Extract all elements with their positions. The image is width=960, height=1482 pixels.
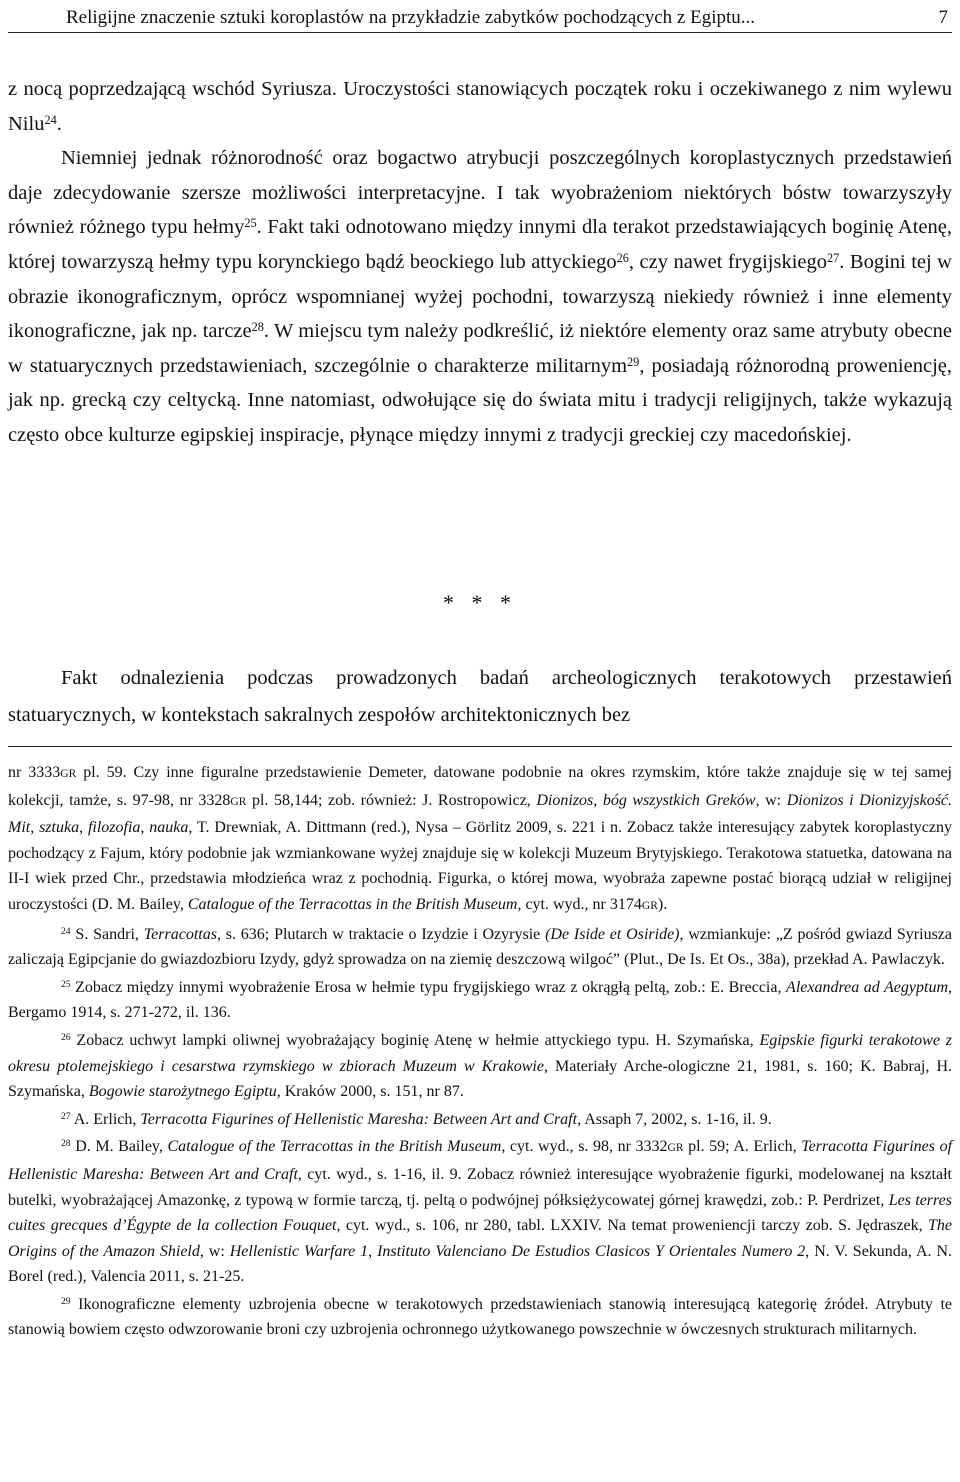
text-span: nr 3333: [8, 764, 61, 781]
italic-text: Dionizos i Dionizyjskość. Mit, sztuka, filozofia, nauka: [8, 791, 953, 837]
text-span: Ikonograficzne elementy uzbrojenia obecne w terakotowych przedstawieniach stanowią interesującą kategorię źródeł. Atrybuty te stanowią bowiem często odwzorowanie broni czy uzbrojenia ochronnego użytkowanego powszechnie w ówczesnych strukturach militarnych.: [8, 1295, 952, 1339]
text-span: D. M. Bailey,: [70, 1138, 168, 1156]
text-span: pl. 58,144; zob. również: J. Rostropowicz,: [246, 791, 537, 809]
text-span: , wzmiankuje: „Z pośród gwiazd Syriusza zaliczają Egipcjanie do gwiazdozbioru Izydy, gdyż sprowadza on na ziemię deszczową wilgoć” (Plut., De Is. Et Os., 38a), przekład A. Pawlaczyk.: [8, 925, 953, 969]
footnote-29: [8, 1292, 952, 1343]
text-span: GR: [230, 795, 247, 808]
italic-text: Terracottas: [143, 925, 217, 943]
footnote-27: [8, 1107, 952, 1133]
footnote-continuation: [8, 760, 952, 920]
text-span: pl. 59. Czy inne figuralne przedstawienie Demeter, datowane podobnie na okres rzymskim, które także znajduje się w tej samej kolekcji, tamże, s. 97-98, nr 3328: [8, 764, 953, 809]
paragraph-3: Fakt odnalezienia podczas prowadzonych badań archeologicznych terakotowych przestawień statuarycznych, w kontekstach sakralnych zespołów architektonicznych bez: [8, 667, 952, 726]
italic-text: Catalogue of the Terracottas in the British Museum: [167, 1138, 502, 1156]
footnote-number: 24: [61, 925, 71, 937]
text-span: GR: [60, 768, 77, 780]
footnote-ref-27[interactable]: 27: [826, 250, 840, 265]
paragraph-2: [8, 141, 952, 452]
text-span: , cyt. wyd., nr 3174: [517, 895, 642, 913]
paragraph-2-part: . Bogini tej w obrazie ikonograficznym, oprócz wspomnianej wyżej pochodni, towarzyszą niekiedy również i inne elementy ikonograficzne, jak np. tarcze: [8, 250, 952, 343]
italic-text: (De Iside et Osiride): [545, 925, 680, 943]
footnote-number: 25: [61, 978, 71, 990]
text-span: , cyt. wyd., s. 106, nr 280, tabl. LXXIV. Na temat proweniencji tarczy zob. S. Jędraszek,: [336, 1217, 928, 1235]
footnote-ref-28[interactable]: 28: [251, 320, 264, 335]
footnote-25: [8, 975, 952, 1026]
text-span: Zobacz uchwyt lampki oliwnej wyobrażający boginię Atenę w hełmie attyckiego typu. H. Szymańska,: [70, 1031, 760, 1049]
footnote-number: 28: [61, 1138, 71, 1150]
text-span: GR: [667, 1142, 684, 1155]
text-span: Zobacz między innymi wyobrażenie Erosa w hełmie typu frygijskiego wraz z okrągłą peltą, zob.: E. Breccia,: [70, 978, 787, 996]
footnote-number: 27: [61, 1110, 71, 1122]
paragraph-1-text: z nocą poprzedzającą wschód Syriusza. Uroczystości stanowiących początek roku i oczekiwanego z nim wylewu Nilu: [8, 78, 952, 135]
italic-text: Bogowie starożytnego Egiptu: [88, 1083, 277, 1101]
text-span: , Assaph 7, 2002, s. 1-16, il. 9.: [577, 1110, 772, 1128]
paragraph-2-part: . W miejscu tym należy podkreślić, iż niektóre elementy oraz same atrybuty obecne w statuarycznych przedstawieniach, szczególnie o charakterze militarnym: [8, 320, 953, 377]
footnote-rule: [8, 746, 952, 747]
italic-text: Terracotta Figurines of Hellenistic Maresha: Between Art and Craft: [140, 1110, 578, 1128]
paragraph-2-part: , czy nawet frygijskiego: [628, 250, 827, 273]
paragraph-2-part: . Fakt taki odnotowano między innymi dla terakot przedstawiających boginię Atenę, której towarzyszą hełmy typu korynckiego bądź beockiego lub attyckiego: [8, 216, 952, 273]
footnotes: [8, 760, 952, 1343]
footnote-ref-26[interactable]: 26: [616, 250, 629, 265]
italic-text: The Origins of the Amazon Shield: [8, 1217, 952, 1260]
italic-text: Terracotta Figurines of Hellenistic Maresha: Between Art and Craft: [8, 1138, 953, 1183]
italic-text: Hellenistic Warfare 1, Instituto Valenciano De Estudios Clasicos Y Orientales Numero 2: [229, 1242, 806, 1260]
footnote-28: [8, 1134, 952, 1290]
italic-text: Dionizos, bóg wszystkich Greków: [536, 791, 756, 809]
main-text: [8, 72, 952, 453]
footnote-number: 29: [61, 1296, 71, 1308]
footnote-ref-25[interactable]: 25: [244, 216, 257, 231]
text-span: , cyt. wyd., s. 98, nr 3332: [501, 1138, 668, 1156]
text-span: A. Erlich,: [70, 1110, 141, 1128]
footnote-24: [8, 922, 952, 973]
text-span: , Bergamo 1914, s. 271-272, il. 136.: [8, 978, 953, 1022]
paragraph-1: [8, 72, 952, 141]
footnote-26: [8, 1028, 952, 1105]
page-number: 7: [938, 7, 948, 28]
paragraph-2-part: Niemniej jednak różnorodność oraz bogactwo atrybucji poszczególnych koroplastycznych przedstawień daje zdecydowanie szersze możliwości interpretacyjne. I tak wyobrażeniom niektórych bóstw towarzyszyły również różnego typu hełmy: [8, 147, 952, 239]
italic-text: Catalogue of the Terracottas in the British Museum: [187, 895, 518, 913]
running-head: [8, 4, 952, 33]
footnote-ref-24[interactable]: 24: [44, 112, 57, 127]
text-span: , Materiały Arche-ologiczne 21, 1981, s. 160; K. Babraj, H. Szymańska,: [8, 1057, 952, 1101]
text-span: pl. 59; A. Erlich,: [683, 1138, 802, 1156]
italic-text: Alexandrea ad Aegyptum: [786, 978, 949, 996]
text-span: GR: [641, 899, 658, 912]
italic-text: Egipskie figurki terakotowe z okresu ptolemejskiego i cesarstwa rzymskiego w zbiorach Muzeum w Krakowie: [8, 1031, 952, 1075]
text-span: , w:: [755, 791, 787, 809]
text-span: , w:: [199, 1242, 230, 1260]
text-span: , cyt. wyd., s. 1-16, il. 9. Zobacz również interesujące wyobrażenie figurki, modelowanej na kształt butelki, wyobrażającej Amazonkę, z typową w formie tarczą, tj. peltą o podwójnej półksiężycowatej górnej krawędzi, zob.: P. Perdrizet,: [8, 1165, 952, 1209]
italic-text: Les terres cuites grecques d’Égypte de la collection Fouquet: [8, 1191, 952, 1235]
section-separator: * * *: [443, 590, 517, 615]
paragraph-2-part: , posiadają różnorodną proweniencję, jak np. grecką czy celtycką. Inne natomiast, odwołujące się do świata mitu i tradycji religijnych, także wykazują często obce kulturze egipskiej inspiracje, płynące między innymi z tradycji greckiej czy macedońskiej.: [8, 354, 952, 446]
text-span: , Kraków 2000, s. 151, nr 87.: [276, 1083, 464, 1101]
text-span: , N. V. Sekunda, A. N. Borel (red.), Valencia 2011, s. 21-25.: [8, 1242, 952, 1286]
running-head-title: Religijne znaczenie sztuki koroplastów na przykładzie zabytków pochodzących z Egiptu...: [66, 7, 756, 28]
footnote-ref-29[interactable]: 29: [627, 354, 640, 369]
paragraph-1-end: .: [56, 112, 62, 135]
text-span: , s. 636; Plutarch w traktacie o Izydzie i Ozyrysie: [216, 925, 546, 943]
footnote-number: 26: [61, 1032, 71, 1044]
document-page: [8, 0, 952, 1482]
text-span: ).: [657, 895, 668, 913]
text-span: S. Sandri,: [70, 925, 144, 943]
text-span: , T. Drewniak, A. Dittmann (red.), Nysa – Görlitz 2009, s. 221 i n. Zobacz także interesujący zabytek koroplastyczny pochodzący z Fajum, który podobnie jak wzmiankowane wyżej znajduje się w kolekcji Muzeum Brytyjskiego. Terakotowa statuetka, datowana na II-I wiek przed Chr., przedstawia młodzieńca wraz z pochodnią. Figurka, o której mowa, wyobraża zapewne postać biorącą udział w religijnej uroczystości (D. M. Bailey,: [8, 819, 953, 913]
